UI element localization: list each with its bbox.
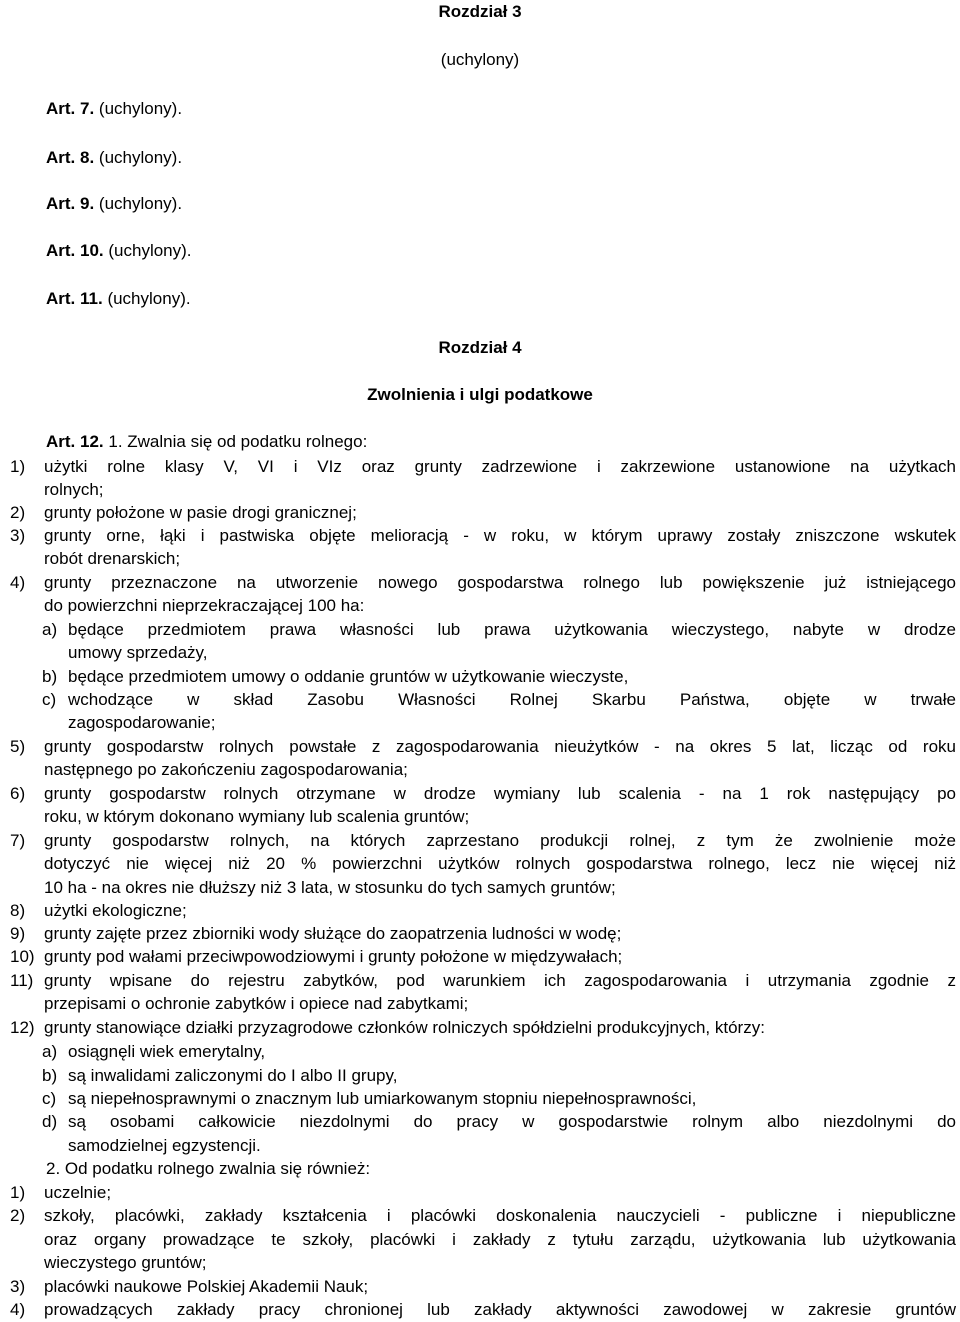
item-text-continued: oraz organy prowadzące te szkoły, placówki i zakłady z tytułu zarządu, użytkowania lub użytkowania: [44, 1230, 956, 1249]
item-text: wchodzące w skład Zasobu Własności Rolnej Skarbu Państwa, objęte w trwałe: [68, 690, 956, 709]
chapter-3-title: Rozdział 3: [438, 2, 522, 21]
item-text: grunty zajęte przez zbiorniki wody służące do zaopatrzenia ludności w wodę;: [44, 924, 622, 943]
item-number: 11): [10, 971, 34, 990]
item-text-continued: dotyczyć nie więcej niż 20 % powierzchni użytków rolnych gospodarstwa rolnego, lecz nie więcej niż: [44, 854, 956, 873]
chapter-4-subtitle: Zwolnienia i ulgi podatkowe: [367, 385, 593, 404]
item-letter: d): [42, 1112, 58, 1131]
article-text: (uchylony).: [107, 289, 191, 308]
item-number: 2): [10, 1206, 26, 1225]
item-letter: c): [42, 690, 57, 709]
article-text: (uchylony).: [98, 194, 183, 213]
item-text: grunty przeznaczone na utworzenie nowego gospodarstwa rolnego lub powiększenie już istniejącego: [44, 573, 956, 592]
item-text: grunty gospodarstw rolnych powstałe z zagospodarowania nieużytków - na okres 5 lat, licząc od roku: [44, 737, 956, 756]
item-number: 1): [10, 457, 26, 476]
item-number: 3): [10, 1277, 26, 1296]
item-text-continued: roku, w którym dokonano wymiany lub scalenia gruntów;: [44, 807, 470, 826]
item-text: uczelnie;: [44, 1183, 112, 1202]
item-number: 8): [10, 901, 26, 920]
item-text-continued: robót drenarskich;: [44, 549, 181, 568]
item-text-continued: wieczystego gruntów;: [44, 1253, 207, 1272]
item-text-continued: umowy sprzedaży,: [68, 643, 208, 662]
article-7: [46, 97, 182, 120]
item-letter: b): [42, 1066, 58, 1085]
item-number: 9): [10, 924, 26, 943]
paragraph-2-intro: 2. Od podatku rolnego zwalnia się również:: [46, 1159, 371, 1178]
item-text: będące przedmiotem umowy o oddanie gruntów w użytkowanie wieczyste,: [68, 667, 629, 686]
item-text: użytki ekologiczne;: [44, 901, 187, 920]
item-number: 3): [10, 526, 26, 545]
item-text-continued: 10 ha - na okres nie dłuższy niż 3 lata, w stosunku do tych samych gruntów;: [44, 878, 616, 897]
article-11: [46, 287, 191, 310]
item-text: użytki rolne klasy V, VI i VIz oraz grunty zadrzewione i zakrzewione ustanowione na użytkach: [44, 457, 956, 476]
item-text-continued: samodzielnej egzystencji.: [68, 1136, 261, 1155]
item-text: grunty stanowiące działki przyzagrodowe członków rolniczych spółdzielni produkcyjnych, którzy:: [44, 1018, 765, 1037]
item-text: placówki naukowe Polskiej Akademii Nauk;: [44, 1277, 369, 1296]
item-number: 12): [10, 1018, 35, 1037]
chapter-3-subtitle: (uchylony): [440, 50, 520, 69]
item-text: grunty gospodarstw rolnych otrzymane w drodze wymiany lub scalenia - na 1 rok następujący po: [44, 784, 956, 803]
item-number: 10): [10, 947, 35, 966]
article-label: Art. 9.: [46, 194, 95, 213]
item-number: 4): [10, 1300, 26, 1319]
item-text: grunty położone w pasie drogi granicznej;: [44, 503, 357, 522]
item-text-continued: zagospodarowanie;: [68, 713, 216, 732]
item-text: grunty pod wałami przeciwpowodziowymi i grunty położone w międzywałach;: [44, 947, 623, 966]
article-label: Art. 7.: [46, 99, 95, 118]
article-9: [46, 192, 182, 215]
article-12-heading: [46, 430, 367, 453]
item-letter: a): [42, 620, 58, 639]
article-10: [46, 239, 192, 262]
article-text: (uchylony).: [108, 241, 192, 260]
paragraph-1-intro: 1. Zwalnia się od podatku rolnego:: [108, 432, 368, 451]
item-number: 6): [10, 784, 26, 803]
item-text: grunty gospodarstw rolnych, na których zaprzestano produkcji rolnej, z tym że zwolnienie może: [44, 831, 956, 850]
item-text-continued: następnego po zakończeniu zagospodarowania;: [44, 760, 408, 779]
item-number: 1): [10, 1183, 26, 1202]
article-text: (uchylony).: [98, 148, 183, 167]
article-label: Art. 10.: [46, 241, 104, 260]
item-letter: a): [42, 1042, 58, 1061]
item-number: 2): [10, 503, 26, 522]
item-text: grunty orne, łąki i pastwiska objęte melioracją - w roku, w którym uprawy zostały zniszczone wskutek: [44, 526, 956, 545]
article-label: Art. 8.: [46, 148, 95, 167]
item-text: są niepełnosprawnymi o znacznym lub umiarkowanym stopniu niepełnosprawności,: [68, 1089, 697, 1108]
item-number: 7): [10, 831, 26, 850]
item-text-continued: rolnych;: [44, 480, 104, 499]
item-text: prowadzących zakłady pracy chronionej lub zakłady aktywności zawodowej w zakresie gruntów: [44, 1300, 956, 1319]
item-letter: b): [42, 667, 58, 686]
item-number: 4): [10, 573, 26, 592]
item-text: będące przedmiotem prawa własności lub prawa użytkowania wieczystego, nabyte w drodze: [68, 620, 956, 639]
item-text: są osobami całkowicie niezdolnymi do pracy w gospodarstwie rolnym albo niezdolnymi do: [68, 1112, 956, 1131]
item-text: są inwalidami zaliczonymi do I albo II grupy,: [68, 1066, 398, 1085]
article-text: (uchylony).: [98, 99, 183, 118]
article-label: Art. 11.: [46, 289, 103, 308]
item-number: 5): [10, 737, 26, 756]
item-letter: c): [42, 1089, 57, 1108]
item-text: grunty wpisane do rejestru zabytków, pod warunkiem ich zagospodarowania i utrzymania zgodnie z: [44, 971, 956, 990]
item-text-continued: do powierzchni nieprzekraczającej 100 ha:: [44, 596, 365, 615]
item-text-continued: przepisami o ochronie zabytków i opiece nad zabytkami;: [44, 994, 469, 1013]
chapter-4-title: Rozdział 4: [438, 338, 522, 357]
item-text: osiągnęli wiek emerytalny,: [68, 1042, 266, 1061]
article-8: [46, 146, 182, 169]
item-text: szkoły, placówki, zakłady kształcenia i placówki doskonalenia nauczycieli - publiczne i niepubliczne: [44, 1206, 956, 1225]
article-label: Art. 12.: [46, 432, 104, 451]
